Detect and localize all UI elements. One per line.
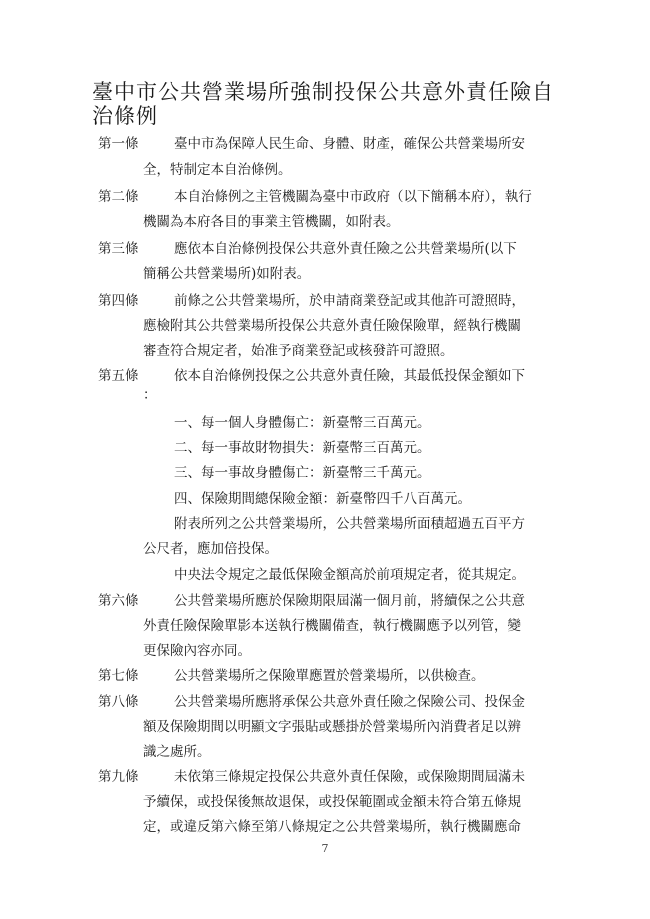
article-3-line-2: 簡稱公共營業場所)如附表。 bbox=[143, 266, 311, 282]
article-3-label: 第三條 bbox=[98, 241, 139, 257]
article-9-line-2: 予續保，或投保後無故退保，或投保範圍或金額未符合第五條規 bbox=[143, 794, 521, 810]
article-9-line-3: 定，或違反第六條至第八條規定之公共營業場所，執行機關應命 bbox=[143, 819, 521, 835]
article-8-line-2: 額及保險期間以明顯文字張貼或懸掛於營業場所內消費者足以辨 bbox=[143, 719, 521, 735]
article-8-line-1: 公共營業場所應將承保公共意外責任險之保險公司、投保金 bbox=[174, 694, 525, 710]
insurance-item-3: 三、每一事故身體傷亡：新臺幣三千萬元。 bbox=[174, 465, 431, 481]
article-4-label: 第四條 bbox=[98, 293, 139, 309]
article-5-paragraph-2-line-2: 公尺者，應加倍投保。 bbox=[143, 541, 278, 557]
article-3-line-1: 應依本自治條例投保公共意外責任險之公共營業場所(以下 bbox=[174, 241, 517, 257]
article-8-label: 第八條 bbox=[98, 694, 139, 710]
article-9-label: 第九條 bbox=[98, 769, 139, 785]
article-4-line-1: 前條之公共營業場所，於申請商業登記或其他許可證照時， bbox=[174, 293, 525, 309]
article-1-line-2: 全，特制定本自治條例。 bbox=[143, 162, 292, 178]
article-7-label: 第七條 bbox=[98, 668, 139, 684]
article-8-line-3: 識之處所。 bbox=[143, 744, 211, 760]
article-5-line-1: 依本自治條例投保之公共意外責任險，其最低投保金額如下 bbox=[174, 368, 525, 384]
page-number: 7 bbox=[321, 842, 329, 855]
article-4-line-3: 審查符合規定者，始准予商業登記或核發許可證照。 bbox=[143, 343, 454, 359]
insurance-item-4: 四、保險期間總保險金額：新臺幣四千八百萬元。 bbox=[174, 491, 471, 507]
article-2-line-2: 機關為本府各目的事業主管機關，如附表。 bbox=[143, 214, 400, 230]
article-5-paragraph-2-line-1: 附表所列之公共營業場所，公共營業場所面積超過五百平方 bbox=[174, 516, 525, 532]
article-6-line-2: 外責任險保險單影本送執行機關備查，執行機關應予以列管，變 bbox=[143, 618, 521, 634]
insurance-item-1: 一、每一個人身體傷亡：新臺幣三百萬元。 bbox=[174, 415, 431, 431]
document-title: 臺中市公共營業場所強制投保公共意外責任險自治條例 bbox=[92, 80, 554, 128]
article-6-line-1: 公共營業場所應於保險期限屆滿一個月前，將續保之公共意 bbox=[174, 593, 525, 609]
article-6-line-3: 更保險內容亦同。 bbox=[143, 643, 251, 659]
insurance-item-2: 二、每一事故財物損失：新臺幣三百萬元。 bbox=[174, 440, 431, 456]
article-2-line-1: 本自治條例之主管機關為臺中市政府（以下簡稱本府），執行 bbox=[174, 189, 532, 205]
article-5-label: 第五條 bbox=[98, 368, 139, 384]
article-1-label: 第一條 bbox=[98, 136, 139, 152]
article-6-label: 第六條 bbox=[98, 593, 139, 609]
article-5-paragraph-3: 中央法令規定之最低保險金額高於前項規定者，從其規定。 bbox=[174, 567, 525, 583]
article-9-line-1: 未依第三條規定投保公共意外責任保險，或保險期間屆滿未 bbox=[174, 769, 525, 785]
article-5-line-2: ： bbox=[143, 387, 157, 403]
article-1-line-1: 臺中市為保障人民生命、身體、財產，確保公共營業場所安 bbox=[174, 136, 525, 152]
article-7-line-1: 公共營業場所之保險單應置於營業場所，以供檢查。 bbox=[174, 668, 485, 684]
article-2-label: 第二條 bbox=[98, 189, 139, 205]
article-4-line-2: 應檢附其公共營業場所投保公共意外責任險保險單，經執行機關 bbox=[143, 318, 521, 334]
